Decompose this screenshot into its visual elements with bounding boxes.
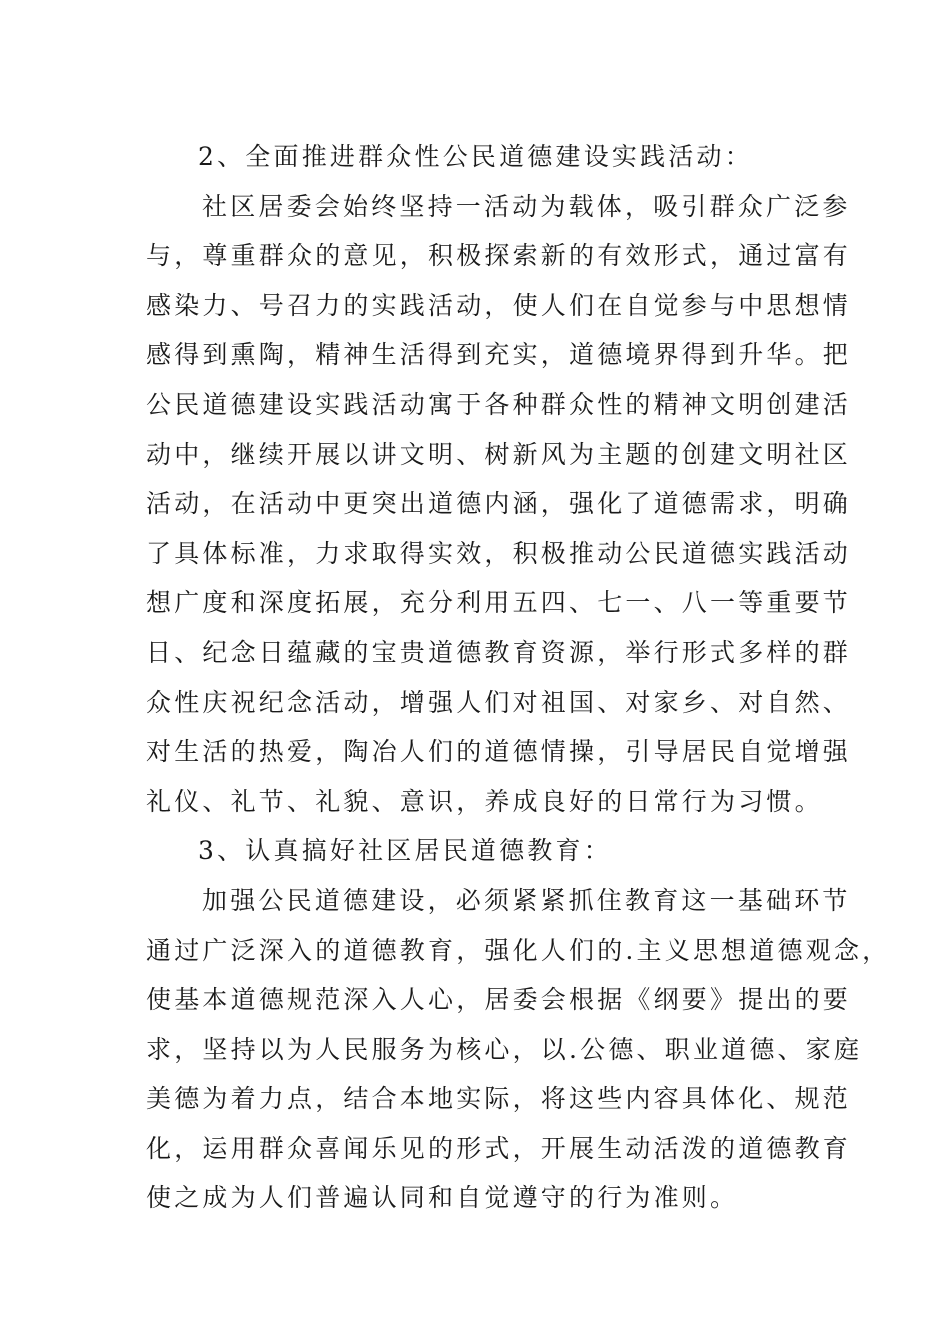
paragraph-line: 加强公民道德建设，必须紧紧抓住教育这一基础环节 [202, 885, 851, 915]
paragraph-line: 活动，在活动中更突出道德内涵，强化了道德需求，明确 [146, 489, 852, 519]
paragraph-line: 感染力、号召力的实践活动，使人们在自觉参与中思想情 [146, 290, 852, 320]
paragraph-line: 动中，继续开展以讲文明、树新风为主题的创建文明社区 [146, 439, 852, 469]
document-body [146, 132, 891, 1223]
paragraph-line: 对生活的热爱，陶冶人们的道德情操，引导居民自觉增强 [146, 737, 852, 767]
paragraph-line: 求，坚持以为人民服务为核心，以.公德、职业道德、家庭 [146, 1034, 863, 1064]
paragraph-line: 感得到熏陶，精神生活得到充实，道德境界得到升华。把 [146, 340, 852, 370]
paragraph-line: 了具体标准，力求取得实效，积极推动公民道德实践活动 [146, 538, 852, 568]
paragraph-line: 美德为着力点，结合本地实际，将这些内容具体化、规范 [146, 1084, 852, 1114]
paragraph-line: 化，运用群众喜闻乐见的形式，开展生动活泼的道德教育 [146, 1133, 852, 1163]
paragraph-line: 使基本道德规范深入人心，居委会根据《纲要》提出的要 [146, 985, 852, 1015]
paragraph-line: 通过广泛深入的道德教育，强化人们的.主义思想道德观念， [146, 935, 891, 965]
paragraph-line: 社区居委会始终坚持一活动为载体，吸引群众广泛参 [202, 191, 851, 221]
section-heading-2: 2、全面推进群众性公民道德建设实践活动： [198, 142, 753, 171]
paragraph-line: 想广度和深度拓展，充分利用五四、七一、八一等重要节 [146, 588, 852, 618]
section-heading-3: 3、认真搞好社区居民道德教育： [198, 836, 612, 866]
paragraph-line: 使之成为人们普遍认同和自觉遵守的行为准则。 [146, 1183, 739, 1213]
paragraph-line: 与，尊重群众的意见，积极探索新的有效形式，通过富有 [146, 241, 852, 271]
paragraph-line: 公民道德建设实践活动寓于各种群众性的精神文明创建活 [146, 389, 852, 419]
paragraph-line: 礼仪、礼节、礼貌、意识，养成良好的日常行为习惯。 [146, 786, 823, 816]
paragraph-line: 日、纪念日蕴藏的宝贵道德教育资源，举行形式多样的群 [146, 637, 852, 667]
paragraph-line: 众性庆祝纪念活动，增强人们对祖国、对家乡、对自然、 [146, 687, 852, 717]
